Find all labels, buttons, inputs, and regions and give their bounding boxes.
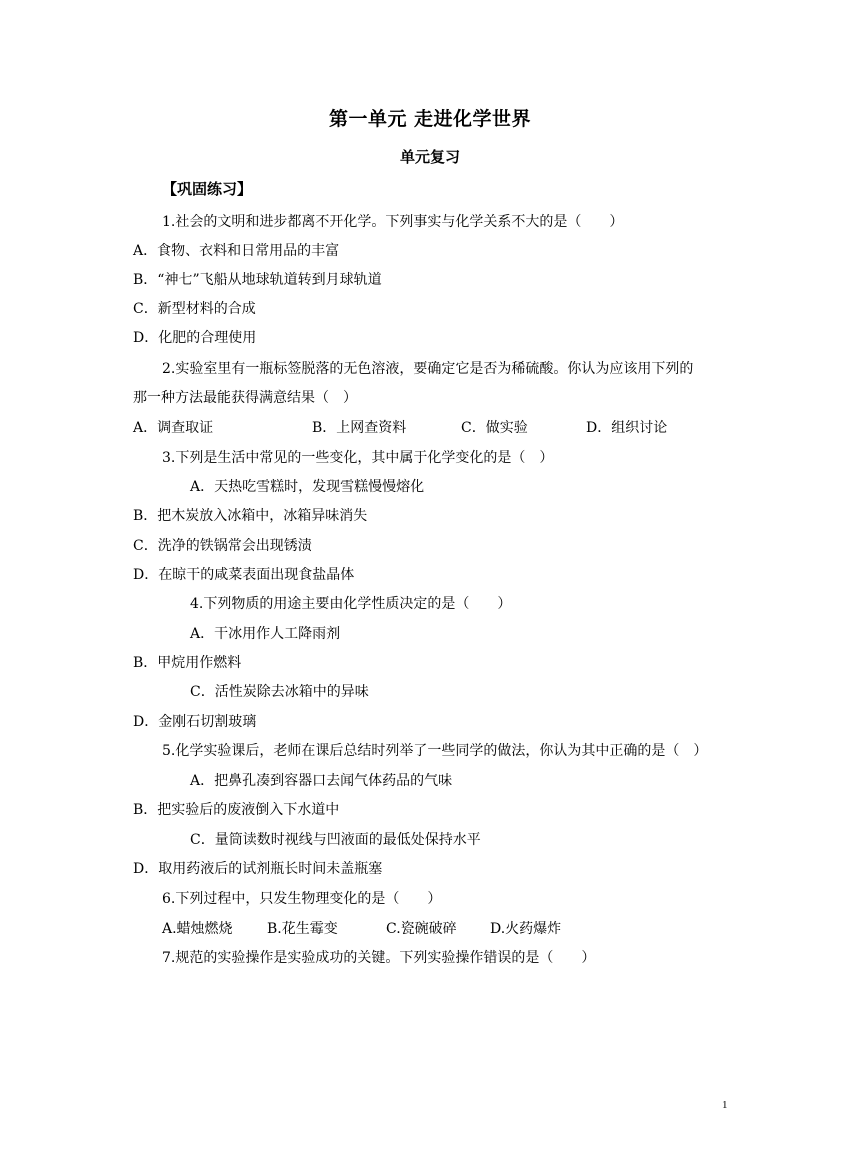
question-2-option-b: B．上网查资料: [312, 420, 407, 436]
question-4-option-c: C．活性炭除去冰箱中的异味: [190, 684, 369, 700]
question-4-option-a: A．干冰用作人工降雨剂: [190, 626, 341, 642]
question-6-option-b: B.花生霉变: [267, 921, 338, 937]
question-6-options: [0, 919, 860, 939]
question-4-option-b: B．甲烷用作燃料: [133, 655, 242, 671]
question-2-option-d: D．组织讨论: [586, 420, 668, 436]
question-6-option-d: D.火药爆炸: [490, 921, 562, 937]
question-2-line-2: 那一种方法最能获得满意结果（ ）: [133, 390, 357, 406]
question-2-option-a: A．调查取证: [133, 420, 214, 436]
question-2-option-c: C．做实验: [461, 420, 528, 436]
question-4-option-d: D．金刚石切割玻璃: [133, 714, 257, 730]
question-1: 1.社会的文明和进步都离不开化学。下列事实与化学关系不大的是（ ）: [162, 214, 624, 230]
question-1-option-c: C．新型材料的合成: [133, 301, 256, 317]
question-2-line-1: 2.实验室里有一瓶标签脱落的无色溶液，要确定它是否为稀硫酸。你认为应该用下列的: [162, 361, 694, 377]
question-6: 6.下列过程中，只发生物理变化的是（ ）: [162, 891, 442, 907]
section-heading: 【巩固练习】: [162, 180, 253, 198]
question-3-option-a: A．天热吃雪糕时，发现雪糕慢慢熔化: [190, 479, 425, 495]
question-5-option-b: B．把实验后的废液倒入下水道中: [133, 802, 340, 818]
question-6-option-a: A.蜡烛燃烧: [162, 921, 233, 937]
page-title: 第一单元 走进化学世界: [328, 108, 532, 130]
question-5: 5.化学实验课后，老师在课后总结时列举了一些同学的做法，你认为其中正确的是（ ）: [162, 743, 708, 759]
question-3-option-d: D．在晾干的咸菜表面出现食盐晶体: [133, 567, 355, 583]
question-3: 3.下列是生活中常见的一些变化，其中属于化学变化的是（ ）: [162, 450, 554, 466]
question-2-options: [0, 418, 860, 438]
question-3-option-b: B．把木炭放入冰箱中，冰箱异味消失: [133, 508, 368, 524]
question-6-option-c: C.瓷碗破碎: [386, 921, 457, 937]
page-number: 1: [722, 1099, 728, 1111]
question-7: 7.规范的实验操作是实验成功的关键。下列实验操作错误的是（ ）: [162, 950, 596, 966]
question-1-option-d: D．化肥的合理使用: [133, 330, 257, 346]
question-4: 4.下列物质的用途主要由化学性质决定的是（ ）: [190, 596, 512, 612]
question-5-option-d: D．取用药液后的试剂瓶长时间未盖瓶塞: [133, 861, 383, 877]
question-5-option-c: C．量筒读数时视线与凹液面的最低处保持水平: [190, 832, 481, 848]
question-5-option-a: A．把鼻孔凑到容器口去闻气体药品的气味: [190, 773, 453, 789]
question-3-option-c: C．洗净的铁锅常会出现锈渍: [133, 538, 312, 554]
question-1-option-b: B．“神七”飞船从地球轨道转到月球轨道: [133, 272, 382, 288]
question-1-option-a: A．食物、衣料和日常用品的丰富: [133, 243, 340, 259]
page-subtitle: 单元复习: [399, 148, 460, 166]
